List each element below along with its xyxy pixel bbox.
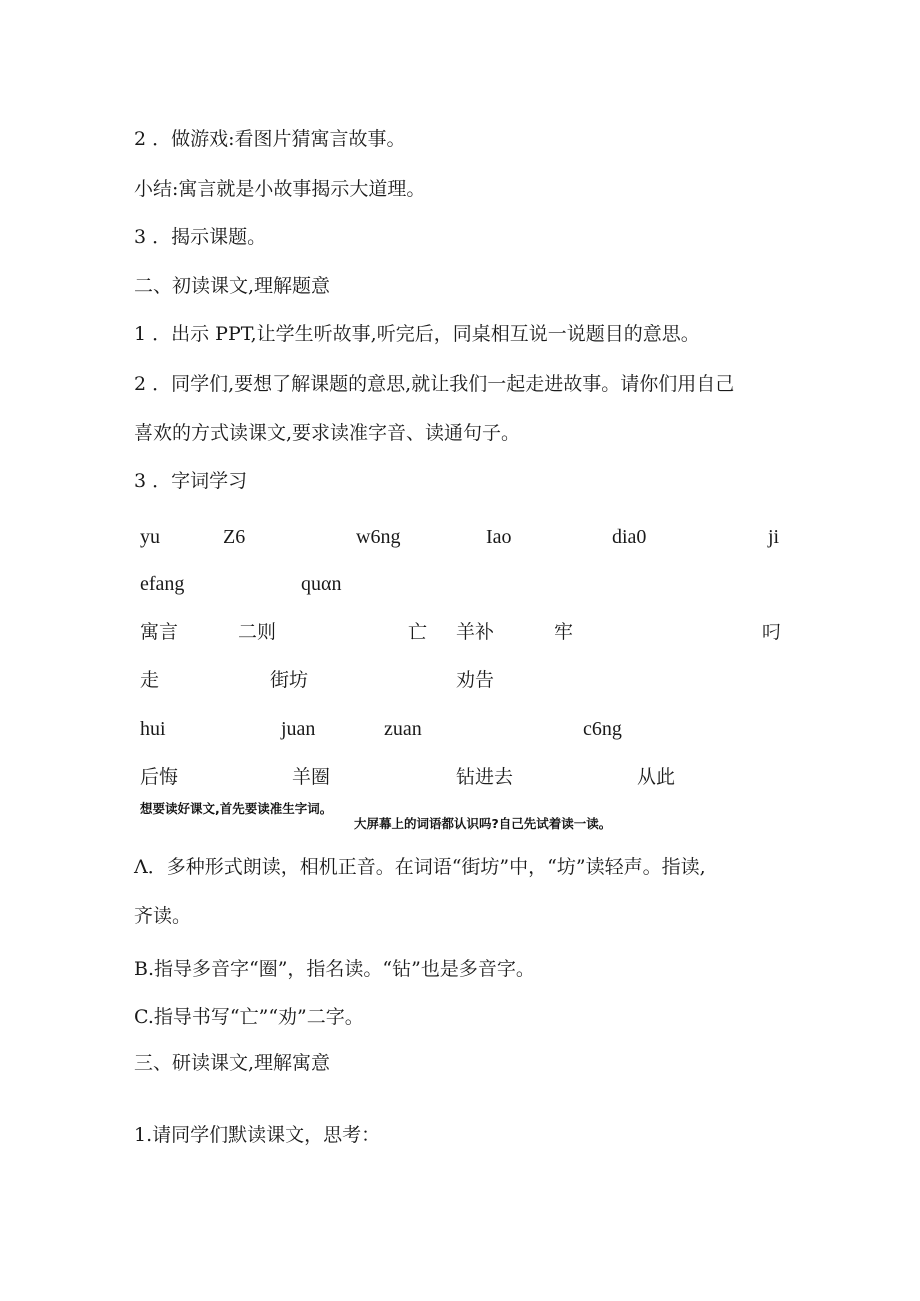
section-3-heading: 三、研读课文,理解寓意 <box>134 1052 331 1074</box>
word-yangbu: 羊补 <box>456 621 495 643</box>
pinyin-wang: w6ng <box>356 526 401 548</box>
note-read-words: 想要读好课文,首先要读准生字词。 <box>140 801 333 816</box>
word-lao: 牢 <box>554 621 574 643</box>
word-zuanjinqu: 钻进去 <box>456 766 514 788</box>
word-quangao: 劝告 <box>456 669 495 691</box>
word-jiefang: 街坊 <box>270 669 309 691</box>
pinyin-cong: c6ng <box>583 718 622 740</box>
pinyin-juan: juan <box>281 718 316 740</box>
word-erze: 二则 <box>238 621 277 643</box>
pinyin-efang: efang <box>140 573 185 595</box>
word-houhui: 后悔 <box>140 766 179 788</box>
step-2-game: 2 ．做游戏:看图片猜寓言故事。 <box>134 128 406 150</box>
section-2-step-2-line-1: 2 ．同学们,要想了解课题的意思,就让我们一起走进故事。请你们用自己 <box>134 373 735 395</box>
pinyin-lao: Iao <box>486 526 512 548</box>
word-yangjuan: 羊圈 <box>292 766 331 788</box>
section-3-step-1: 1.请同学们默读课文，思考： <box>134 1124 381 1146</box>
pinyin-ze: Z6 <box>223 526 246 548</box>
pinyin-yu: yu <box>140 526 160 548</box>
section-2-step-1: 1 ．出示 PPT,让学生听故事,听完后，同桌相互说一说题目的意思。 <box>134 323 700 345</box>
note-screen-words: 大屏幕上的词语都认识吗?自己先试着读一读。 <box>354 816 612 831</box>
word-diao: 叼 <box>762 621 782 643</box>
section-2-step-2-line-2: 喜欢的方式读课文,要求读准字音、读通句子。 <box>134 422 521 444</box>
step-a-reading: Λ．多种形式朗读，相机正音。在词语“街坊”中，“坊”读轻声。指读, <box>134 856 706 878</box>
summary-line: 小结:寓言就是小故事揭示大道理。 <box>134 178 426 200</box>
word-congci: 从此 <box>637 766 676 788</box>
section-2-heading: 二、初读课文,理解题意 <box>134 275 331 297</box>
step-c-writing: C.指导书写“亡”“劝”二字。 <box>134 1006 364 1028</box>
pinyin-hui: hui <box>140 718 166 740</box>
pinyin-quan: quαn <box>301 573 342 595</box>
pinyin-zuan: zuan <box>384 718 422 740</box>
step-b-polyphone: B.指导多音字“圈”，指名读。“钻”也是多音字。 <box>134 958 535 980</box>
step-a-reading-cont: 齐读。 <box>134 905 192 927</box>
word-zou: 走 <box>140 669 160 691</box>
word-yuyan: 寓言 <box>140 621 179 643</box>
pinyin-diao: dia0 <box>612 526 647 548</box>
step-3-reveal-title: 3 ．揭示课题。 <box>134 226 267 248</box>
section-2-step-3: 3 ．字词学习 <box>134 470 248 492</box>
word-wang: 亡 <box>408 621 428 643</box>
pinyin-ji: ji <box>768 526 780 548</box>
